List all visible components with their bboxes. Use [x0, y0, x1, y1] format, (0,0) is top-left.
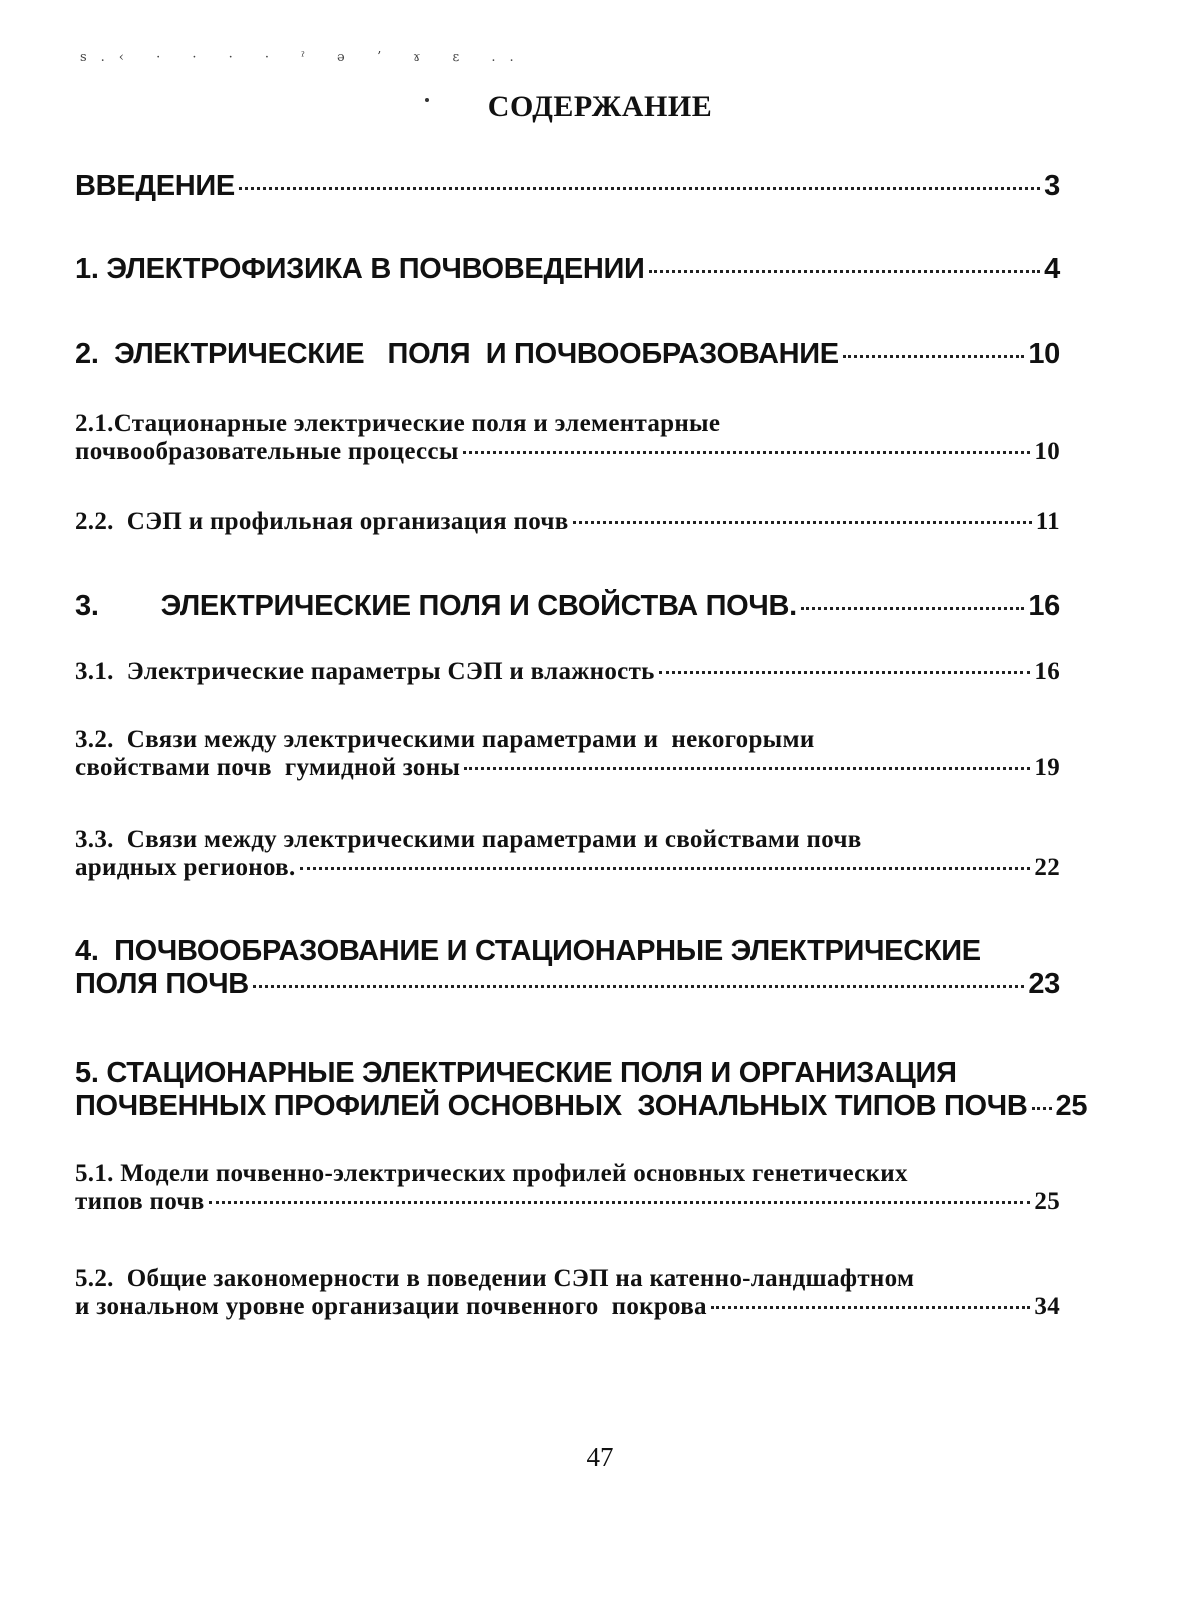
dot-leader: [239, 187, 1040, 190]
toc-page-number: 10: [1034, 438, 1060, 465]
toc-entry-number: 3.: [75, 590, 99, 622]
dot-leader: [209, 1201, 1031, 1204]
toc-page-number: 10: [1028, 338, 1060, 370]
dot-leader: [300, 867, 1031, 870]
toc-entry-text-line2: и зональном уровне организации почвенного покрова: [75, 1293, 707, 1320]
toc-entry-text-line1: 3.3. Связи между электрическими параметрами и свойствами почв: [75, 826, 862, 853]
toc-entry-text-line1: 4. ПОЧВООБРАЗОВАНИЕ И СТАЦИОНАРНЫЕ ЭЛЕКТРИЧЕСКИЕ: [75, 935, 981, 967]
toc-entry-chapter-3[interactable]: [75, 590, 1060, 623]
scan-artifact-text: s.‹ · · · · ˀ ǝ ʼ ɤ ε ..: [80, 50, 528, 65]
toc-entry-text: 1. ЭЛЕКТРОФИЗИКА В ПОЧВОВЕДЕНИИ: [75, 253, 645, 285]
toc-entry-text-line2: ПОЛЯ ПОЧВ: [75, 968, 249, 1000]
toc-page-number: 25: [1034, 1188, 1060, 1215]
dot-leader: [711, 1306, 1031, 1309]
toc-entry-section-3-2[interactable]: [75, 726, 1060, 782]
dot-leader: [659, 671, 1031, 674]
toc-page-number: 11: [1035, 508, 1060, 535]
toc-entry-section-3-1[interactable]: [75, 658, 1060, 686]
toc-entry-section-3-3[interactable]: [75, 826, 1060, 882]
toc-page-number: 3: [1044, 170, 1060, 202]
toc-entry-text-line2: типов почв: [75, 1188, 205, 1215]
page-number: 47: [586, 1442, 614, 1472]
toc-entry-intro[interactable]: [75, 170, 1060, 203]
toc-page-number: 16: [1028, 590, 1060, 622]
toc-page-number: 19: [1034, 754, 1060, 781]
toc-entry-section-2-1[interactable]: [75, 410, 1060, 466]
toc-entry-section-2-2[interactable]: [75, 508, 1060, 536]
toc-entry-text: 2.2. СЭП и профильная организация почв: [75, 508, 569, 535]
toc-entry-text: 3.1. Электрические параметры СЭП и влажность: [75, 658, 655, 685]
dot-leader: [464, 767, 1030, 770]
dot-leader: [253, 985, 1024, 988]
dot-leader: [463, 451, 1031, 454]
toc-entry-text-line2: ПОЧВЕННЫХ ПРОФИЛЕЙ ОСНОВНЫХ ЗОНАЛЬНЫХ ТИПОВ ПОЧВ: [75, 1090, 1028, 1122]
toc-entry-text-line1: 2.1.Стационарные электрические поля и элементарные: [75, 410, 721, 437]
toc-entry-text: ВВЕДЕНИЕ: [75, 170, 235, 202]
toc-entry-chapter-2[interactable]: [75, 338, 1060, 371]
toc-entry-text-line2: почвообразовательные процессы: [75, 438, 459, 465]
dot-leader: [573, 521, 1032, 524]
toc-page-number: 22: [1034, 854, 1060, 881]
toc-page-number: 4: [1044, 253, 1060, 285]
page-title: СОДЕРЖАНИЕ: [487, 90, 713, 123]
dot-leader: [801, 607, 1024, 610]
toc-entry-text: ЭЛЕКТРИЧЕСКИЕ ПОЛЯ И СВОЙСТВА ПОЧВ.: [160, 590, 797, 622]
toc-entry-text: 2. ЭЛЕКТРИЧЕСКИЕ ПОЛЯ И ПОЧВООБРАЗОВАНИЕ: [75, 338, 839, 370]
toc-entry-chapter-1[interactable]: [75, 253, 1060, 286]
toc-entry-text-line1: 5.2. Общие закономерности в поведении СЭП на катенно-ландшафтном: [75, 1265, 915, 1292]
toc-entry-text-line1: 5. СТАЦИОНАРНЫЕ ЭЛЕКТРИЧЕСКИЕ ПОЛЯ И ОРГАНИЗАЦИЯ: [75, 1057, 957, 1089]
dot-leader: [649, 270, 1041, 273]
toc-page-number: 25: [1055, 1090, 1088, 1122]
toc-page-number: 23: [1028, 968, 1060, 1000]
toc-entry-text-line1: 3.2. Связи между электрическими параметрами и некогорыми: [75, 726, 815, 753]
toc-entry-text-line1: 5.1. Модели почвенно-электрических профилей основных генетических: [75, 1160, 908, 1187]
dot-leader: [1032, 1107, 1052, 1110]
dot-leader: [843, 355, 1024, 358]
toc-page-number: 16: [1034, 658, 1060, 685]
toc-page-number: 34: [1034, 1293, 1060, 1320]
toc-entry-section-5-1[interactable]: [75, 1160, 1060, 1216]
toc-entry-section-5-2[interactable]: [75, 1265, 1060, 1321]
toc-entry-chapter-4[interactable]: [75, 935, 1060, 1001]
toc-entry-text-line2: аридных регионов.: [75, 854, 296, 881]
toc-entry-text-line2: свойствами почв гумидной зоны: [75, 754, 461, 781]
toc-entry-chapter-5[interactable]: [75, 1057, 1088, 1123]
